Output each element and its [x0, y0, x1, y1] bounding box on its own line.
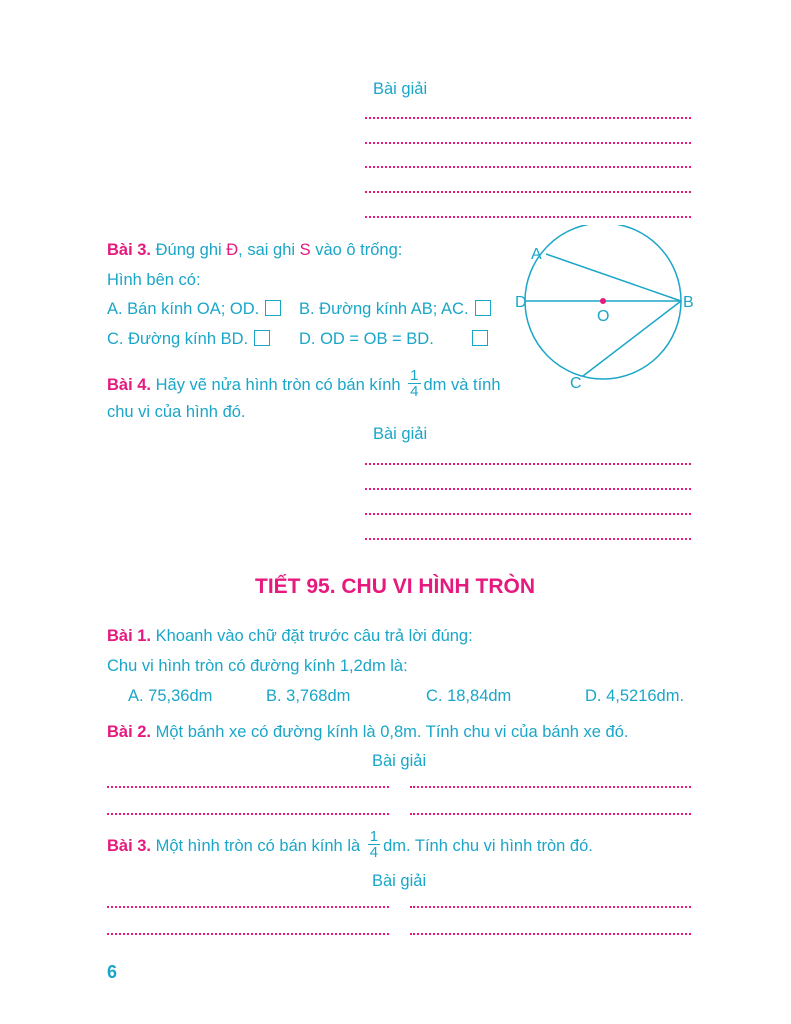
option-c — [107, 329, 270, 349]
instruction-text: vào ô trống: — [310, 241, 403, 259]
instruction-text: Khoanh vào chữ đặt trước câu trả lời đúng: — [151, 627, 473, 645]
label-d: D — [515, 294, 527, 311]
answer-line[interactable] — [365, 191, 691, 193]
bai1-question: Chu vi hình tròn có đường kính 1,2dm là: — [107, 657, 408, 675]
option-b — [299, 299, 491, 319]
exercise-label: Bài 3. — [107, 837, 152, 855]
answer-line[interactable] — [365, 166, 691, 168]
question-text: Hãy vẽ nửa hình tròn có bán kính — [151, 376, 406, 394]
bai3-instruction — [107, 240, 402, 260]
question-text: dm và tính — [423, 376, 501, 394]
fraction-denominator: 4 — [410, 383, 419, 401]
bai1-instruction — [107, 626, 473, 646]
option-d — [299, 329, 488, 349]
answer-line[interactable] — [365, 117, 691, 119]
exercise-label: Bài 3. — [107, 241, 152, 259]
bai2-question — [107, 722, 628, 742]
answer-checkbox-a[interactable] — [265, 300, 281, 316]
bai3-bottom-question — [107, 829, 593, 863]
exercise-label: Bài 2. — [107, 723, 152, 741]
answer-line[interactable] — [365, 538, 691, 540]
choice-d[interactable]: D. 4,5216dm. — [585, 687, 685, 705]
choice-a[interactable]: A. 75,36dm — [128, 687, 213, 705]
bai4-question-line2: chu vi của hình đó. — [107, 403, 246, 421]
label-a: A — [531, 246, 542, 263]
circle-diagram — [510, 225, 705, 395]
option-b-text: B. Đường kính AB; AC. — [299, 300, 469, 318]
answer-line[interactable] — [107, 813, 389, 815]
answer-line[interactable] — [410, 933, 691, 935]
section-title: TIẾT 95. CHU VI HÌNH TRÒN — [255, 575, 536, 598]
option-c-text: C. Đường kính BD. — [107, 330, 249, 348]
option-a — [107, 299, 281, 319]
answer-line[interactable] — [365, 216, 691, 218]
center-point — [600, 298, 606, 304]
answer-line[interactable] — [107, 933, 389, 935]
answer-line[interactable] — [365, 513, 691, 515]
answer-line[interactable] — [365, 463, 691, 465]
fraction-one-quarter — [408, 368, 420, 399]
answer-checkbox-c[interactable] — [254, 330, 270, 346]
label-c: C — [570, 375, 582, 392]
label-b: B — [683, 294, 694, 311]
chord-ab — [546, 254, 681, 301]
answer-line[interactable] — [365, 142, 691, 144]
option-d-text: D. OD = OB = BD. — [299, 330, 434, 348]
answer-line[interactable] — [365, 488, 691, 490]
fraction-denominator: 4 — [369, 844, 379, 862]
label-o: O — [597, 308, 610, 325]
fraction-numerator: 1 — [410, 367, 419, 385]
solution-label: Bài giải — [372, 752, 427, 770]
fraction-one-quarter — [368, 829, 380, 860]
exercise-label: Bài 1. — [107, 627, 152, 645]
instruction-text: Đúng ghi — [151, 241, 227, 259]
choice-b[interactable]: B. 3,768dm — [266, 687, 351, 705]
bai3-intro: Hình bên có: — [107, 271, 201, 289]
question-text: Một bánh xe có đường kính là 0,8m. Tính chu vi của bánh xe đó. — [151, 723, 629, 741]
false-letter: S — [299, 241, 311, 259]
true-letter: Đ — [226, 241, 239, 259]
exercise-label: Bài 4. — [107, 376, 152, 394]
solution-label: Bài giải — [373, 80, 428, 98]
instruction-text: , sai ghi — [238, 241, 300, 259]
choice-c[interactable]: C. 18,84dm — [426, 687, 512, 705]
fraction-numerator: 1 — [369, 828, 379, 846]
answer-line[interactable] — [410, 906, 691, 908]
answer-line[interactable] — [410, 786, 691, 788]
question-text: dm. Tính chu vi hình tròn đó. — [383, 837, 593, 855]
solution-label: Bài giải — [372, 872, 427, 890]
answer-line[interactable] — [410, 813, 691, 815]
answer-line[interactable] — [107, 786, 389, 788]
question-text: Một hình tròn có bán kính là — [151, 837, 365, 855]
page-number: 6 — [107, 962, 118, 982]
answer-checkbox-b[interactable] — [475, 300, 491, 316]
bai4-question — [107, 368, 501, 402]
answer-checkbox-d[interactable] — [472, 330, 488, 346]
option-a-text: A. Bán kính OA; OD. — [107, 300, 260, 318]
solution-label: Bài giải — [373, 425, 428, 443]
answer-line[interactable] — [107, 906, 389, 908]
